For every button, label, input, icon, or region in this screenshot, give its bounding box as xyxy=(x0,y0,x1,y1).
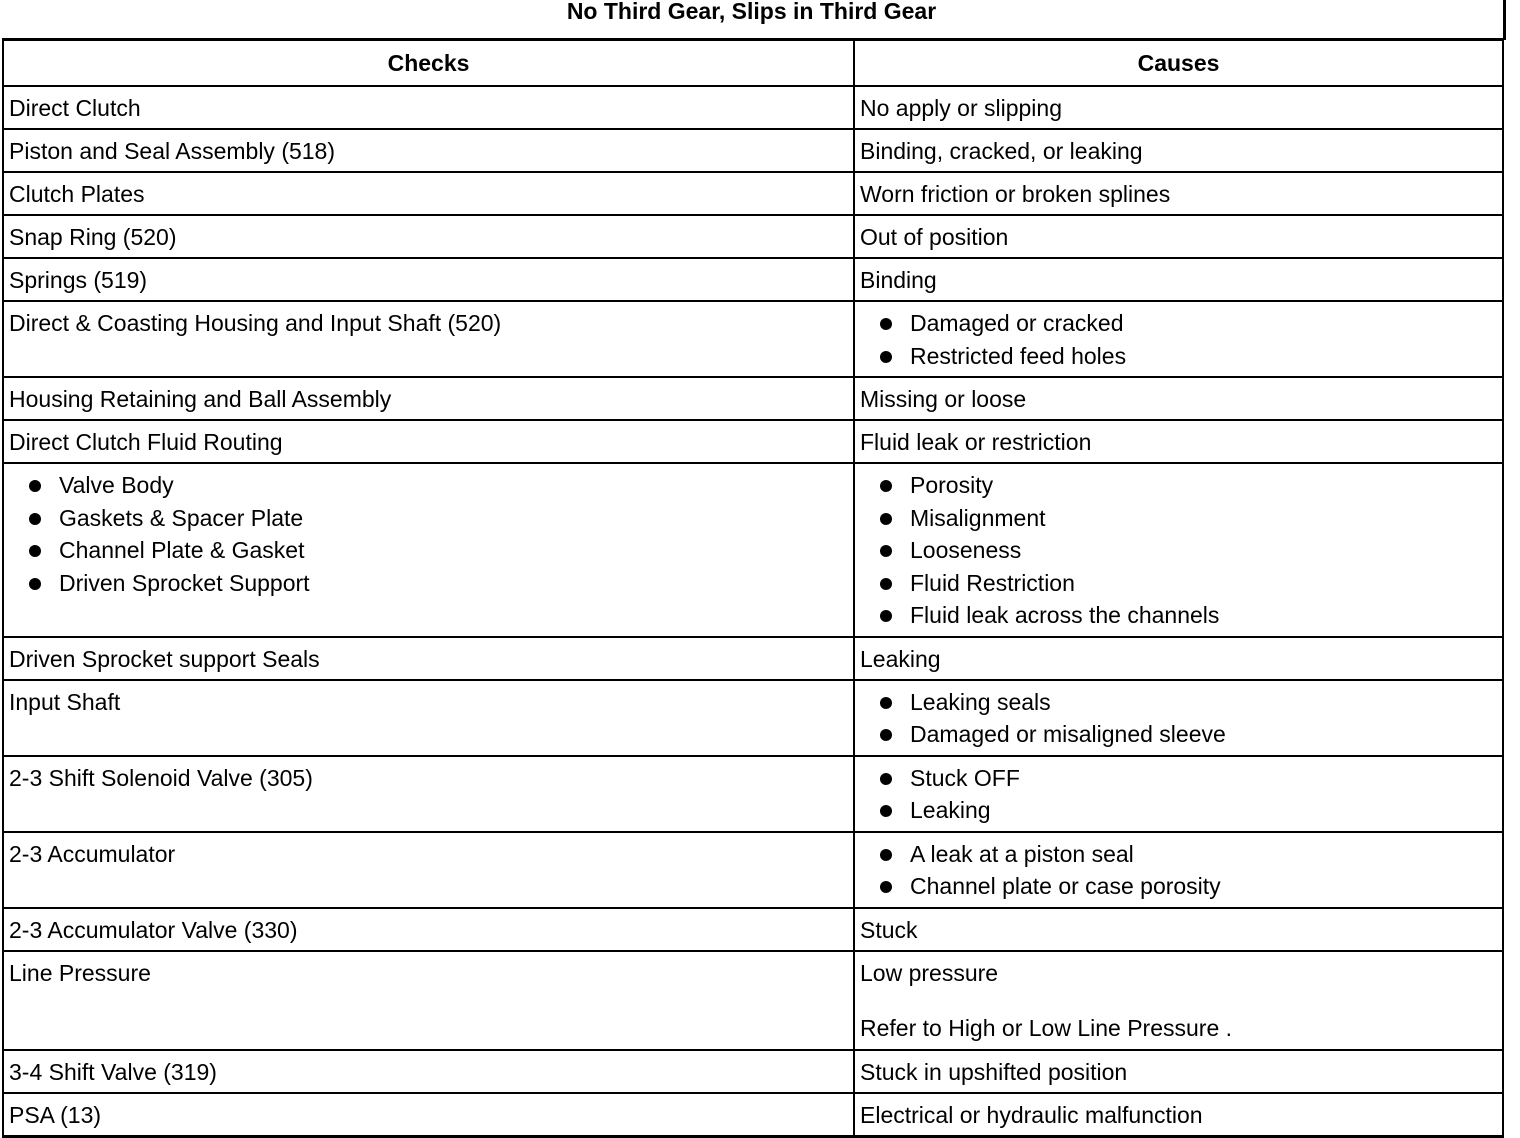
cause-cell xyxy=(854,951,1503,1050)
cause-item-text: Damaged or cracked xyxy=(910,310,1124,336)
cause-item-text: Fluid leak across the channels xyxy=(910,602,1220,628)
cause-cell: Worn friction or broken splines xyxy=(854,172,1503,215)
table-row xyxy=(3,1050,1503,1093)
check-cell: 3-4 Shift Valve (319) xyxy=(3,1050,854,1093)
table-row xyxy=(3,377,1503,420)
cause-cell: Binding xyxy=(854,258,1503,301)
cause-text: Low pressure xyxy=(860,959,999,986)
table-row xyxy=(3,680,1503,756)
cause-bullet-list xyxy=(860,838,1496,903)
list-item xyxy=(29,469,847,502)
list-item xyxy=(880,469,1496,502)
cause-item-text: Looseness xyxy=(910,537,1022,563)
bullet-icon xyxy=(880,578,892,590)
check-cell: Input Shaft xyxy=(3,680,854,756)
check-cell: Springs (519) xyxy=(3,258,854,301)
cause-cell xyxy=(854,301,1503,377)
border-rule xyxy=(1503,0,1506,40)
list-item xyxy=(880,534,1496,567)
bullet-icon xyxy=(29,480,41,492)
bullet-icon xyxy=(880,480,892,492)
bullet-icon xyxy=(29,545,41,557)
cause-cell: No apply or slipping xyxy=(854,86,1503,129)
cause-cell: Out of position xyxy=(854,215,1503,258)
check-cell: Driven Sprocket support Seals xyxy=(3,637,854,680)
bullet-icon xyxy=(880,805,892,817)
cause-cell: Stuck in upshifted position xyxy=(854,1050,1503,1093)
cause-item-text: Stuck OFF xyxy=(910,764,1020,791)
cause-item-text: A leak at a piston seal xyxy=(910,840,1134,867)
table-row xyxy=(3,420,1503,463)
column-header-checks: Checks xyxy=(3,40,854,87)
bullet-icon xyxy=(880,729,892,741)
cause-item-text: Misalignment xyxy=(910,504,1046,531)
bullet-icon xyxy=(880,513,892,525)
check-cell xyxy=(3,463,854,637)
check-bullet-list xyxy=(9,469,847,599)
cause-bullet-list xyxy=(860,686,1496,751)
check-cell: Direct Clutch Fluid Routing xyxy=(3,420,854,463)
table-row xyxy=(3,463,1503,637)
cause-bullet-list xyxy=(860,762,1496,827)
check-cell: Line Pressure xyxy=(3,951,854,1050)
table-row xyxy=(3,637,1503,680)
column-header-causes: Causes xyxy=(854,40,1503,87)
cause-bullet-list xyxy=(860,469,1496,632)
check-cell: Clutch Plates xyxy=(3,172,854,215)
bullet-icon xyxy=(29,578,41,590)
check-item-text: Driven Sprocket Support xyxy=(59,569,310,596)
table-row xyxy=(3,301,1503,377)
bullet-icon xyxy=(880,610,892,622)
cause-cell: Electrical or hydraulic malfunction xyxy=(854,1093,1503,1137)
cause-item-text: Fluid Restriction xyxy=(910,569,1075,596)
table-header-row xyxy=(3,40,1503,87)
cause-cell: Binding, cracked, or leaking xyxy=(854,129,1503,172)
check-cell: Direct Clutch xyxy=(3,86,854,129)
bullet-icon xyxy=(880,351,892,363)
bullet-icon xyxy=(880,773,892,785)
cause-bullet-list xyxy=(860,307,1496,372)
check-cell: Direct & Coasting Housing and Input Shaft (520) xyxy=(3,301,854,377)
cause-cell: Leaking xyxy=(854,637,1503,680)
bullet-icon xyxy=(880,318,892,330)
list-item xyxy=(29,567,847,600)
spacer xyxy=(860,989,1496,1012)
cause-item-text: Leaking xyxy=(910,797,991,823)
cause-cell xyxy=(854,832,1503,908)
cause-cell: Stuck xyxy=(854,908,1503,951)
list-item xyxy=(29,502,847,535)
cause-cell: Fluid leak or restriction xyxy=(854,420,1503,463)
cause-item-text: Damaged or misaligned sleeve xyxy=(910,721,1226,747)
cause-item-text: Porosity xyxy=(910,472,994,498)
table-row xyxy=(3,258,1503,301)
table-row xyxy=(3,129,1503,172)
table-row xyxy=(3,215,1503,258)
cause-item-text: Restricted feed holes xyxy=(910,342,1127,369)
bullet-icon xyxy=(29,513,41,525)
bullet-icon xyxy=(880,545,892,557)
bullet-icon xyxy=(880,697,892,709)
bullet-icon xyxy=(880,849,892,861)
list-item xyxy=(880,340,1496,373)
check-item-text: Gaskets & Spacer Plate xyxy=(59,504,304,531)
cause-cell: Missing or loose xyxy=(854,377,1503,420)
list-item xyxy=(29,534,847,567)
table-row xyxy=(3,1093,1503,1137)
list-item xyxy=(880,794,1496,827)
list-item xyxy=(880,686,1496,719)
list-item xyxy=(880,502,1496,535)
cause-item-text: Channel plate or case porosity xyxy=(910,873,1221,899)
table-title: No Third Gear, Slips in Third Gear xyxy=(566,0,937,24)
cause-cell xyxy=(854,756,1503,832)
check-item-text: Valve Body xyxy=(59,472,174,498)
cause-cell xyxy=(854,680,1503,756)
check-item-text: Channel Plate & Gasket xyxy=(59,537,305,563)
table-row xyxy=(3,908,1503,951)
list-item xyxy=(880,307,1496,340)
list-item xyxy=(880,870,1496,903)
table-row xyxy=(3,832,1503,908)
table-row xyxy=(3,86,1503,129)
check-cell: 2-3 Accumulator Valve (330) xyxy=(3,908,854,951)
check-cell: Snap Ring (520) xyxy=(3,215,854,258)
list-item xyxy=(880,599,1496,632)
table-row xyxy=(3,756,1503,832)
check-cell: Piston and Seal Assembly (518) xyxy=(3,129,854,172)
diagnosis-table xyxy=(2,38,1504,1138)
list-item xyxy=(880,838,1496,871)
bullet-icon xyxy=(880,881,892,893)
table-row xyxy=(3,951,1503,1050)
list-item xyxy=(880,567,1496,600)
list-item xyxy=(880,718,1496,751)
check-cell: Housing Retaining and Ball Assembly xyxy=(3,377,854,420)
check-cell: PSA (13) xyxy=(3,1093,854,1137)
list-item xyxy=(880,762,1496,795)
cause-item-text: Leaking seals xyxy=(910,688,1051,715)
check-cell: 2-3 Accumulator xyxy=(3,832,854,908)
table-row xyxy=(3,172,1503,215)
cause-cell xyxy=(854,463,1503,637)
reference-note: Refer to High or Low Line Pressure . xyxy=(860,1014,1233,1041)
check-cell: 2-3 Shift Solenoid Valve (305) xyxy=(3,756,854,832)
